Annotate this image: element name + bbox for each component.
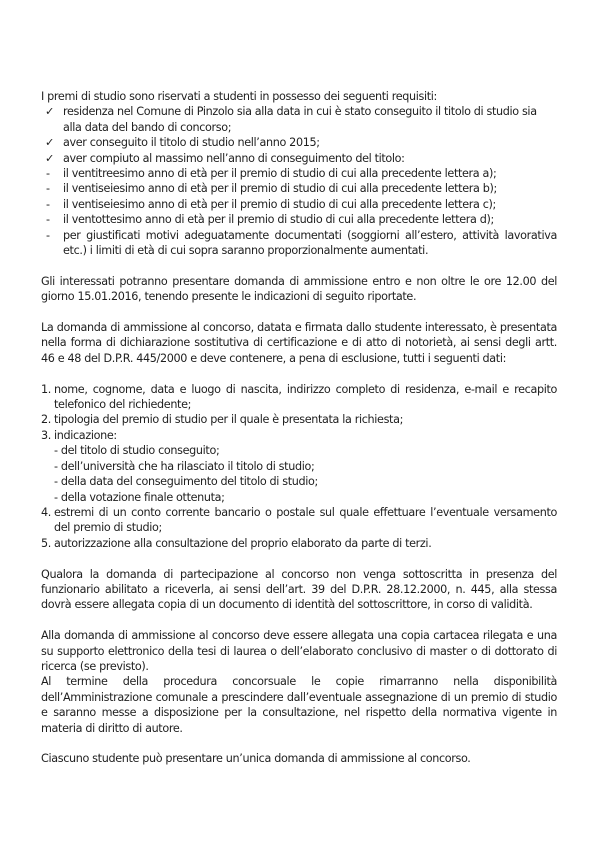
age-limit-text: il ventitreesimo anno di età per il premio di studio di cui alla precedente lettera a); (63, 167, 497, 181)
age-limits-list (41, 166, 557, 258)
required-data-item (41, 382, 557, 413)
required-data-item (41, 412, 557, 427)
thesis-paragraph: Alla domanda di ammissione al concorso deve essere allegata una copia cartacea rilegata e una su supporto elettronico della tesi di laurea o dell’elaborato conclusivo di master o di dottorato di ricerca (se previsto). (41, 629, 557, 673)
copies-paragraph: Al termine della procedura concorsuale le copie rimarranno nella disponibilità dell’Amministrazione comunale a prescindere dall’eventuale assegnazione di un premio di studio e saranno messe a disposizione per la consultazione, nel rispetto della normativa vigente in materia di diritto di autore. (41, 675, 557, 735)
indication-list (54, 443, 557, 505)
indication-item: - dell’università che ha rilasciato il titolo di studio; (54, 459, 315, 473)
checkmark-icon: ✓ (45, 151, 55, 165)
age-limit-text: il ventiseiesimo anno di età per il premio di studio di cui alla precedente lettera b); (63, 182, 497, 196)
required-data-item (41, 505, 557, 536)
age-limit-text: per giustificati motivi adeguatamente documentati (soggiorni all’estero, attività lavorativa etc.) i limiti di età di cui sopra saranno proporzionalmente aumentati. (63, 228, 557, 258)
required-data-text: nome, cognome, data e luogo di nascita, indirizzo completo di residenza, e-mail e recapito telefonico del richiedente; (54, 382, 557, 412)
indication-item: - del titolo di studio conseguito; (54, 444, 220, 458)
dash-bullet: - (46, 213, 50, 227)
age-limit-item (41, 212, 557, 227)
age-limit-item (41, 228, 557, 259)
indication-item: - della votazione finale ottenuta; (54, 490, 225, 504)
deadline-paragraph: Gli interessati potranno presentare domanda di ammissione entro e non oltre le ore 12.00 del giorno 15.01.2016, tenendo presente le indicazioni di seguito riportate. (41, 274, 557, 304)
single-application-paragraph: Ciascuno studente può presentare un’unica domanda di ammissione al concorso. (41, 752, 471, 766)
required-data-text: autorizzazione alla consultazione del proprio elaborato da parte di terzi. (54, 536, 432, 550)
application-paragraph: La domanda di ammissione al concorso, datata e firmata dallo studente interessato, è presentata nella forma di dichiarazione sostitutiva di certificazione e di atto di notorietà, ai sensi degli artt. 46 e 48 del D.P.R. 445/2000 e deve contenere, a pena di esclusione, tutti i seguenti dati: (41, 321, 557, 365)
item-number: 5. (41, 536, 51, 550)
age-limit-item (41, 166, 557, 181)
indication-item: - della data del conseguimento del titolo di studio; (54, 475, 318, 489)
age-limit-text: il ventiseiesimo anno di età per il premio di studio di cui alla precedente lettera c); (63, 197, 496, 211)
item-number: 4. (41, 505, 51, 519)
required-data-text: indicazione: (54, 428, 117, 442)
checkmark-icon: ✓ (45, 105, 55, 119)
dash-bullet: - (46, 182, 50, 196)
dash-bullet: - (46, 228, 50, 242)
required-data-item (41, 428, 557, 505)
dash-bullet: - (46, 197, 50, 211)
age-limit-text: il ventottesimo anno di età per il premio di studio di cui alla precedente lettera d); (63, 213, 494, 227)
item-number: 2. (41, 413, 51, 427)
required-data-list (41, 382, 557, 551)
intro-text: I premi di studio sono riservati a studenti in possesso dei seguenti requisiti: (41, 90, 437, 103)
requirement-text: aver compiuto al massimo nell’anno di conseguimento del titolo: (63, 151, 405, 165)
document-page (41, 89, 557, 767)
age-limit-item (41, 197, 557, 212)
requirement-item (41, 151, 557, 166)
item-number: 3. (41, 428, 51, 442)
requirement-item (41, 104, 557, 135)
dash-bullet: - (46, 167, 50, 181)
age-limit-item (41, 181, 557, 196)
required-data-text: estremi di un conto corrente bancario o postale sul quale effettuare l’eventuale versamento del premio di studio; (54, 505, 557, 535)
requirements-list (41, 104, 557, 166)
item-number: 1. (41, 382, 51, 396)
requirement-text: aver conseguito il titolo di studio nell’anno 2015; (63, 136, 320, 150)
required-data-text: tipologia del premio di studio per il quale è presentata la richiesta; (54, 413, 404, 427)
identity-paragraph: Qualora la domanda di partecipazione al concorso non venga sottoscritta in presenza del funzionario abilitato a riceverla, ai sensi dell’art. 39 del D.P.R. 28.12.2000, n. 445, alla stessa dovrà essere allegata copia di un documento di identità del sottoscrittore, in corso di validità. (41, 567, 557, 612)
required-data-item (41, 536, 557, 551)
requirement-item (41, 135, 557, 150)
checkmark-icon: ✓ (45, 136, 55, 150)
requirement-text: residenza nel Comune di Pinzolo sia alla data in cui è stato conseguito il titolo di studio sia alla data del bando di concorso; (63, 105, 537, 134)
